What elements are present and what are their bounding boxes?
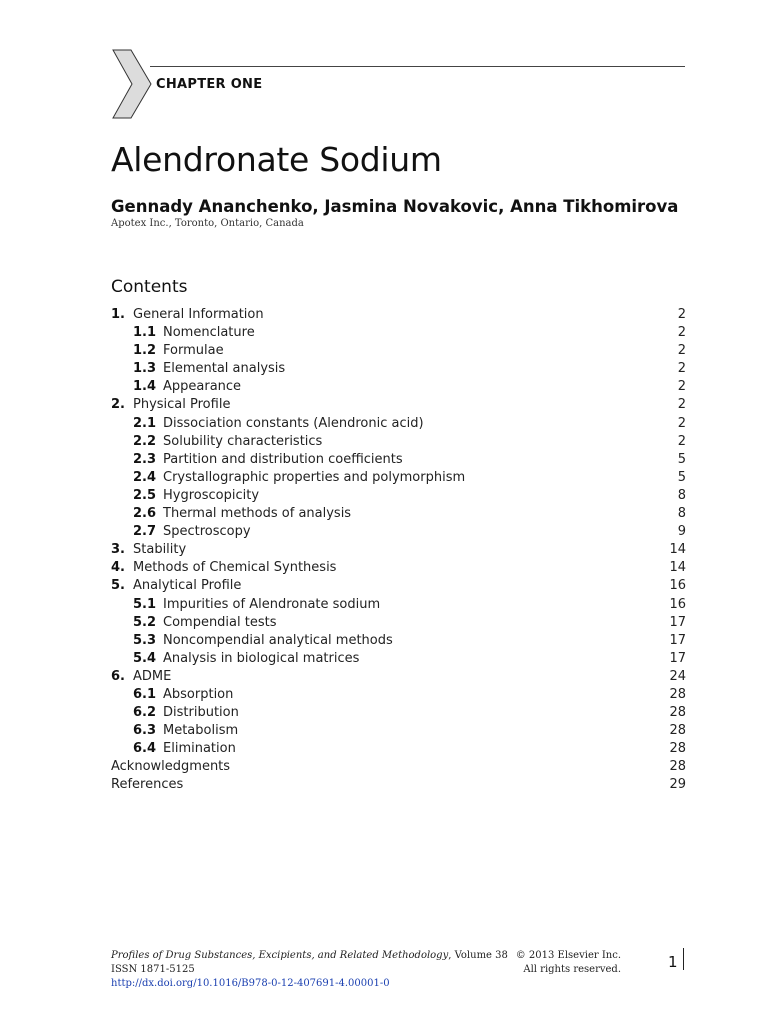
- toc-entry-label: Impurities of Alendronate sodium: [163, 596, 381, 612]
- toc-entry-number: 6.2: [133, 705, 157, 721]
- toc-entry-page: 8: [677, 487, 686, 503]
- page-title: Alendronate Sodium: [111, 140, 442, 179]
- toc-entry[interactable]: [111, 524, 686, 542]
- toc-entry-label: Distribution: [163, 705, 239, 721]
- toc-entry-page: 16: [669, 596, 686, 612]
- contents-heading: Contents: [111, 277, 188, 297]
- toc-entry[interactable]: [111, 470, 686, 488]
- toc-entry[interactable]: [111, 759, 686, 777]
- toc-entry-number: 2.7: [133, 524, 157, 540]
- toc-entry-number: 6.1: [133, 686, 157, 702]
- toc-entry-page: 9: [677, 524, 686, 540]
- toc-entry-page: 2: [677, 361, 686, 377]
- toc-entry-number: 6.: [111, 668, 125, 684]
- toc-entry[interactable]: [111, 597, 686, 615]
- toc-entry-label: Methods of Chemical Synthesis: [133, 560, 337, 576]
- toc-entry-number: 6.4: [133, 741, 157, 757]
- toc-entry-label: References: [111, 777, 184, 793]
- issn: ISSN 1871-5125: [111, 964, 195, 975]
- toc-entry[interactable]: [111, 452, 686, 470]
- toc-entry-label: Thermal methods of analysis: [163, 506, 352, 522]
- toc-entry-page: 2: [677, 433, 686, 449]
- chapter-label: CHAPTER ONE: [156, 77, 263, 92]
- authors: Gennady Ananchenko, Jasmina Novakovic, Anna Tikhomirova: [111, 197, 679, 216]
- toc-entry-number: 6.3: [133, 723, 157, 739]
- toc-entry[interactable]: [111, 397, 686, 415]
- toc-entry-page: 24: [669, 668, 686, 684]
- footer: [111, 949, 686, 991]
- toc-entry-label: Acknowledgments: [111, 759, 231, 775]
- toc-entry[interactable]: [111, 307, 686, 325]
- affiliation: Apotex Inc., Toronto, Ontario, Canada: [111, 218, 304, 229]
- copyright-block: [509, 949, 621, 977]
- toc-entry-page: 8: [677, 506, 686, 522]
- toc-entry-page: 28: [669, 759, 686, 775]
- toc-entry-page: 17: [669, 614, 686, 630]
- toc-entry-number: 2.2: [133, 433, 157, 449]
- toc-entry[interactable]: [111, 777, 686, 795]
- toc-entry[interactable]: [111, 379, 686, 397]
- table-of-contents: [111, 307, 686, 796]
- toc-entry-page: 28: [669, 686, 686, 702]
- toc-entry[interactable]: [111, 488, 686, 506]
- toc-entry[interactable]: [111, 633, 686, 651]
- toc-entry-page: 2: [677, 307, 686, 322]
- toc-entry[interactable]: [111, 705, 686, 723]
- toc-entry[interactable]: [111, 687, 686, 705]
- rights: All rights reserved.: [523, 964, 621, 975]
- toc-entry-label: Nomenclature: [163, 325, 255, 341]
- toc-entry-label: Crystallographic properties and polymorphism: [163, 469, 466, 485]
- toc-entry[interactable]: [111, 741, 686, 759]
- toc-entry[interactable]: [111, 416, 686, 434]
- toc-entry-page: 17: [669, 632, 686, 648]
- toc-entry-page: 28: [669, 723, 686, 739]
- toc-entry[interactable]: [111, 343, 686, 361]
- page-number-rule: [683, 948, 684, 970]
- toc-entry-label: Elemental analysis: [163, 361, 286, 377]
- toc-entry-label: Physical Profile: [133, 397, 231, 413]
- toc-entry-page: 29: [669, 777, 686, 793]
- toc-entry-page: 16: [669, 578, 686, 594]
- page-number: 1: [668, 953, 678, 971]
- toc-entry-number: 2.4: [133, 469, 157, 485]
- toc-entry-page: 28: [669, 741, 686, 757]
- toc-entry[interactable]: [111, 560, 686, 578]
- doi-link[interactable]: http://dx.doi.org/10.1016/B978-0-12-407691-4.00001-0: [111, 978, 390, 989]
- toc-entry-page: 14: [669, 542, 686, 558]
- toc-entry-number: 5.1: [133, 596, 157, 612]
- toc-entry-number: 5.2: [133, 614, 157, 630]
- toc-entry-number: 1.4: [133, 379, 157, 395]
- toc-entry-label: Stability: [133, 542, 187, 558]
- toc-entry-page: 2: [677, 379, 686, 395]
- toc-entry[interactable]: [111, 434, 686, 452]
- toc-entry-number: 2.: [111, 397, 125, 413]
- toc-entry-number: 2.1: [133, 415, 157, 431]
- chevron-icon: [112, 49, 152, 119]
- toc-entry[interactable]: [111, 325, 686, 343]
- toc-entry-label: Absorption: [163, 686, 234, 702]
- toc-entry-label: Analytical Profile: [133, 578, 242, 594]
- toc-entry-label: Partition and distribution coefficients: [163, 451, 403, 467]
- toc-entry-page: 5: [677, 469, 686, 485]
- toc-entry[interactable]: [111, 506, 686, 524]
- toc-entry-number: 2.6: [133, 506, 157, 522]
- toc-entry-number: 3.: [111, 542, 125, 558]
- toc-entry-number: 2.5: [133, 487, 157, 503]
- toc-entry-page: 2: [677, 325, 686, 341]
- toc-entry-label: Metabolism: [163, 723, 239, 739]
- toc-entry-number: 2.3: [133, 451, 157, 467]
- toc-entry-number: 1.: [111, 307, 125, 322]
- toc-entry-label: Appearance: [163, 379, 242, 395]
- toc-entry-label: Spectroscopy: [163, 524, 251, 540]
- toc-entry-label: Formulae: [163, 343, 224, 359]
- toc-entry-page: 2: [677, 397, 686, 413]
- toc-entry-page: 28: [669, 705, 686, 721]
- toc-entry-label: Analysis in biological matrices: [163, 650, 360, 666]
- toc-entry-label: Solubility characteristics: [163, 433, 323, 449]
- journal-volume: , Volume 38: [448, 950, 508, 961]
- toc-entry[interactable]: [111, 542, 686, 560]
- toc-entry-label: ADME: [133, 668, 172, 684]
- toc-entry[interactable]: [111, 361, 686, 379]
- toc-entry-number: 1.2: [133, 343, 157, 359]
- toc-entry-label: Noncompendial analytical methods: [163, 632, 393, 648]
- toc-entry-label: General Information: [133, 307, 264, 322]
- toc-entry[interactable]: [111, 615, 686, 633]
- toc-entry[interactable]: [111, 669, 686, 687]
- toc-entry-page: 2: [677, 343, 686, 359]
- toc-entry-number: 1.1: [133, 325, 157, 341]
- toc-entry-label: Compendial tests: [163, 614, 277, 630]
- chapter-rule: [150, 66, 685, 67]
- toc-entry[interactable]: [111, 578, 686, 596]
- toc-entry-number: 4.: [111, 560, 125, 576]
- toc-entry-number: 5.4: [133, 650, 157, 666]
- toc-entry-label: Hygroscopicity: [163, 487, 260, 503]
- toc-entry-number: 5.3: [133, 632, 157, 648]
- toc-entry-page: 17: [669, 650, 686, 666]
- copyright: © 2013 Elsevier Inc.: [515, 950, 621, 961]
- toc-entry-label: Elimination: [163, 741, 236, 757]
- toc-entry-label: Dissociation constants (Alendronic acid): [163, 415, 424, 431]
- toc-entry-number: 1.3: [133, 361, 157, 377]
- journal-title: Profiles of Drug Substances, Excipients, and Related Methodology: [111, 950, 449, 961]
- toc-entry-page: 14: [669, 560, 686, 576]
- toc-entry-number: 5.: [111, 578, 125, 594]
- toc-entry[interactable]: [111, 723, 686, 741]
- toc-entry-page: 2: [677, 415, 686, 431]
- toc-entry-page: 5: [677, 451, 686, 467]
- toc-entry[interactable]: [111, 651, 686, 669]
